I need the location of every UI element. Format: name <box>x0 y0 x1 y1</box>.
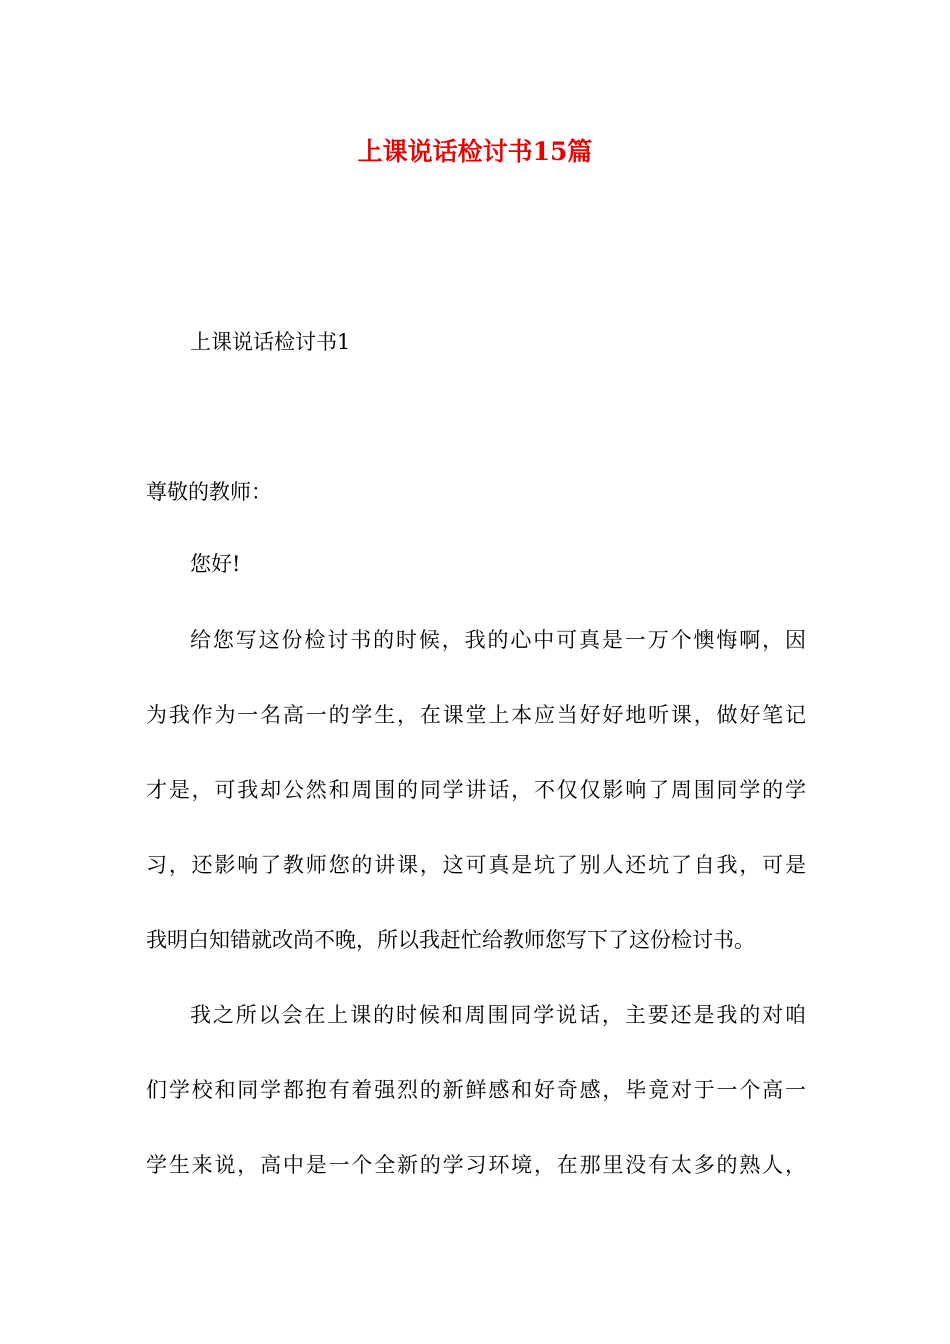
paragraph-line: 习，还影响了教师您的讲课，这可真是坑了别人还坑了自我，可是 <box>146 853 806 877</box>
paragraph-line: 我明白知错就改尚不晚，所以我赶忙给教师您写下了这份检讨书。 <box>146 928 755 952</box>
document-title: 上课说话检讨书15篇 <box>357 137 593 166</box>
paragraph-line: 为我作为一名高一的学生，在课堂上本应当好好地听课，做好笔记 <box>146 703 806 727</box>
greeting: 您好! <box>190 552 241 576</box>
body-paragraph <box>146 622 806 997</box>
section-heading: 上课说话检讨书1 <box>190 330 351 354</box>
paragraph-line: 学生来说，高中是一个全新的学习环境，在那里没有太多的熟人， <box>146 1153 806 1177</box>
salutation: 尊敬的教师： <box>146 480 272 504</box>
paragraph-line: 们学校和同学都抱有着强烈的新鲜感和好奇感，毕竟对于一个高一 <box>146 1078 806 1102</box>
body-paragraph <box>146 997 806 1222</box>
paragraph-line: 才是，可我却公然和周围的同学讲话，不仅仅影响了周围同学的学 <box>146 778 806 802</box>
paragraph-line: 我之所以会在上课的时候和周围同学说话，主要还是我的对咱 <box>190 1003 806 1027</box>
paragraph-line: 给您写这份检讨书的时候，我的心中可真是一万个懊悔啊，因 <box>190 628 806 652</box>
